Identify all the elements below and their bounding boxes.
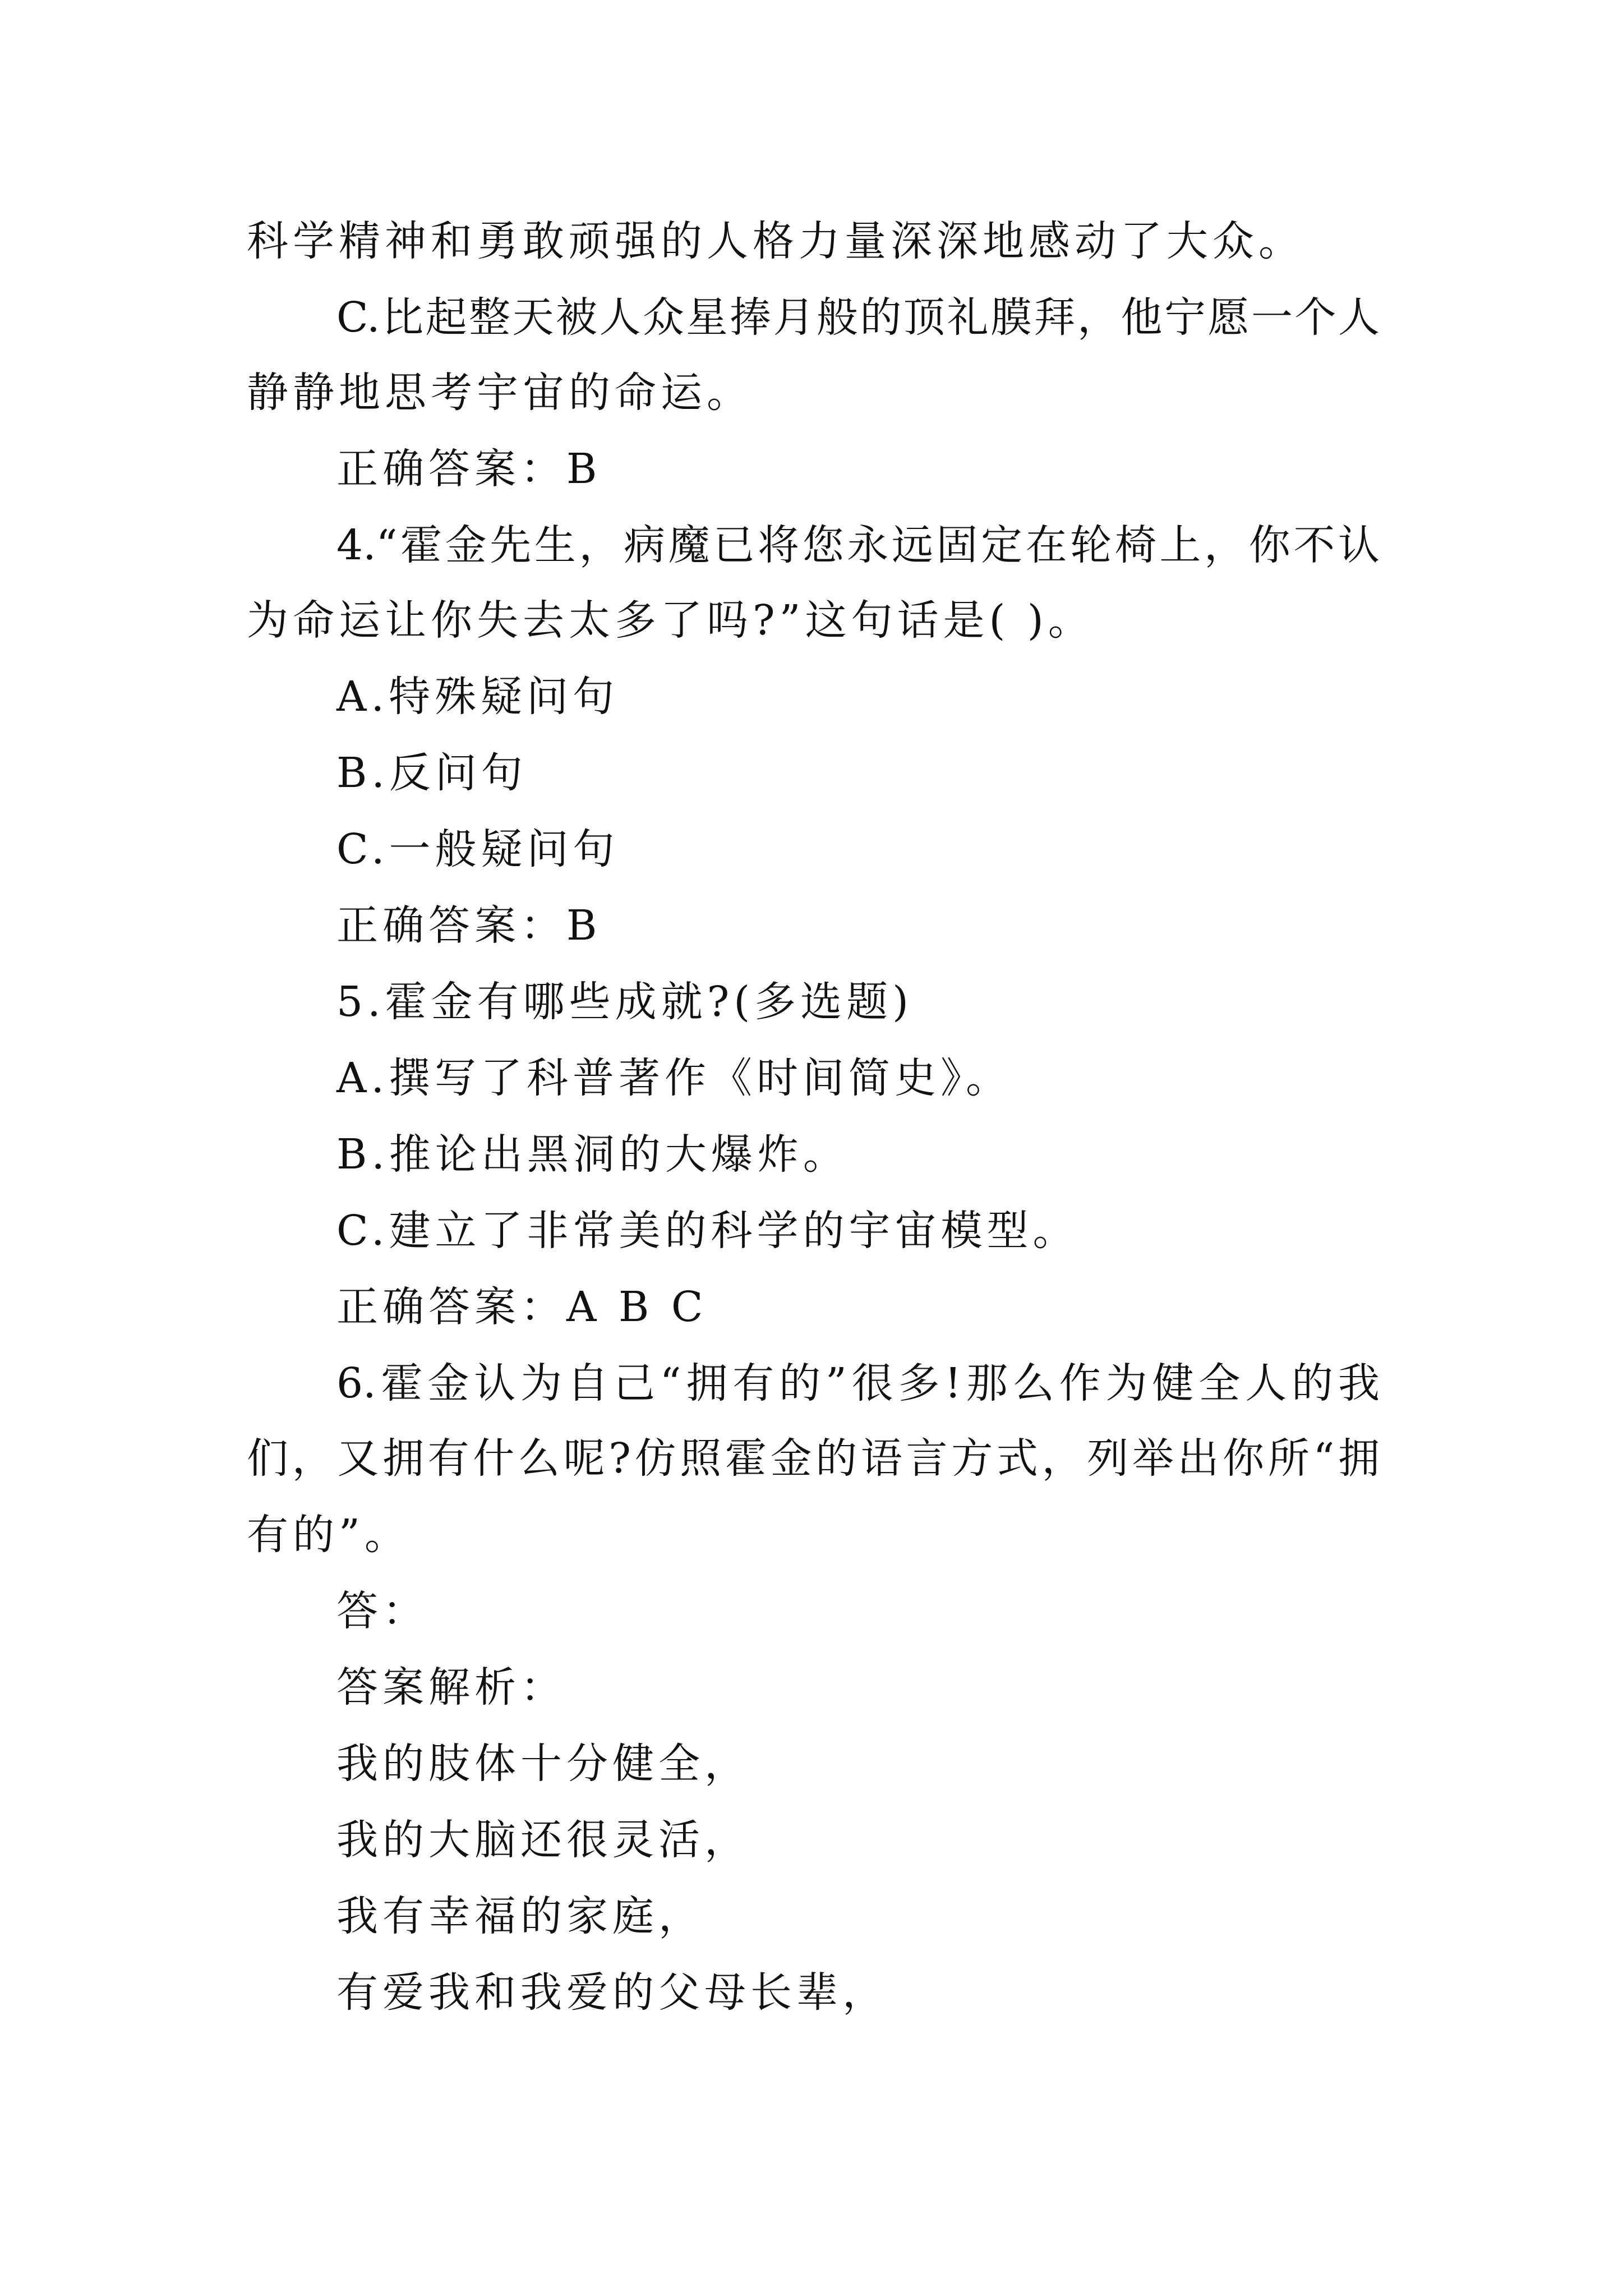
text-line: C.比起整天被人众星捧月般的顶礼膜拜，他宁愿一个人	[336, 293, 1380, 342]
answer-line: 正确答案：B	[336, 901, 602, 950]
question-line: 5.霍金有哪些成就?(多选题)	[336, 978, 914, 1026]
text-line: 有爱我和我爱的父母长辈，	[336, 1968, 888, 2017]
text-line: 我的肢体十分健全，	[336, 1740, 750, 1788]
text-line: 科学精神和勇敢顽强的人格力量深深地感动了大众。	[247, 217, 1304, 265]
text-line: 有的”。	[247, 1511, 411, 1559]
option-line: B.反问句	[336, 749, 527, 797]
analysis-label: 答案解析：	[336, 1663, 566, 1711]
text-line: 静静地思考宇宙的命运。	[247, 369, 753, 417]
text-line: 我有幸福的家庭，	[336, 1892, 704, 1940]
option-line: A.特殊疑问句	[336, 673, 619, 721]
answer-line: 正确答案：B	[336, 445, 602, 493]
option-line: C.一般疑问句	[336, 825, 619, 873]
option-line: C.建立了非常美的科学的宇宙模型。	[336, 1207, 1079, 1255]
option-line: B.推论出黑洞的大爆炸。	[336, 1130, 849, 1179]
answer-label: 答：	[336, 1587, 428, 1635]
text-line: 为命运让你失去太多了吗?”这句话是( )。	[247, 596, 1094, 645]
option-line: A.撰写了科普著作《时间简史》。	[336, 1054, 1012, 1102]
answer-line: 正确答案：A B C	[336, 1283, 708, 1331]
text-line: 我的大脑还很灵活，	[336, 1816, 750, 1864]
question-line: 4.“霍金先生，病魔已将您永远固定在轮椅上，你不认	[336, 521, 1380, 569]
text-line: 们，又拥有什么呢?仿照霍金的语言方式，列举出你所“拥	[247, 1434, 1380, 1483]
question-line: 6.霍金认为自己“拥有的”很多!那么作为健全人的我	[336, 1359, 1380, 1407]
